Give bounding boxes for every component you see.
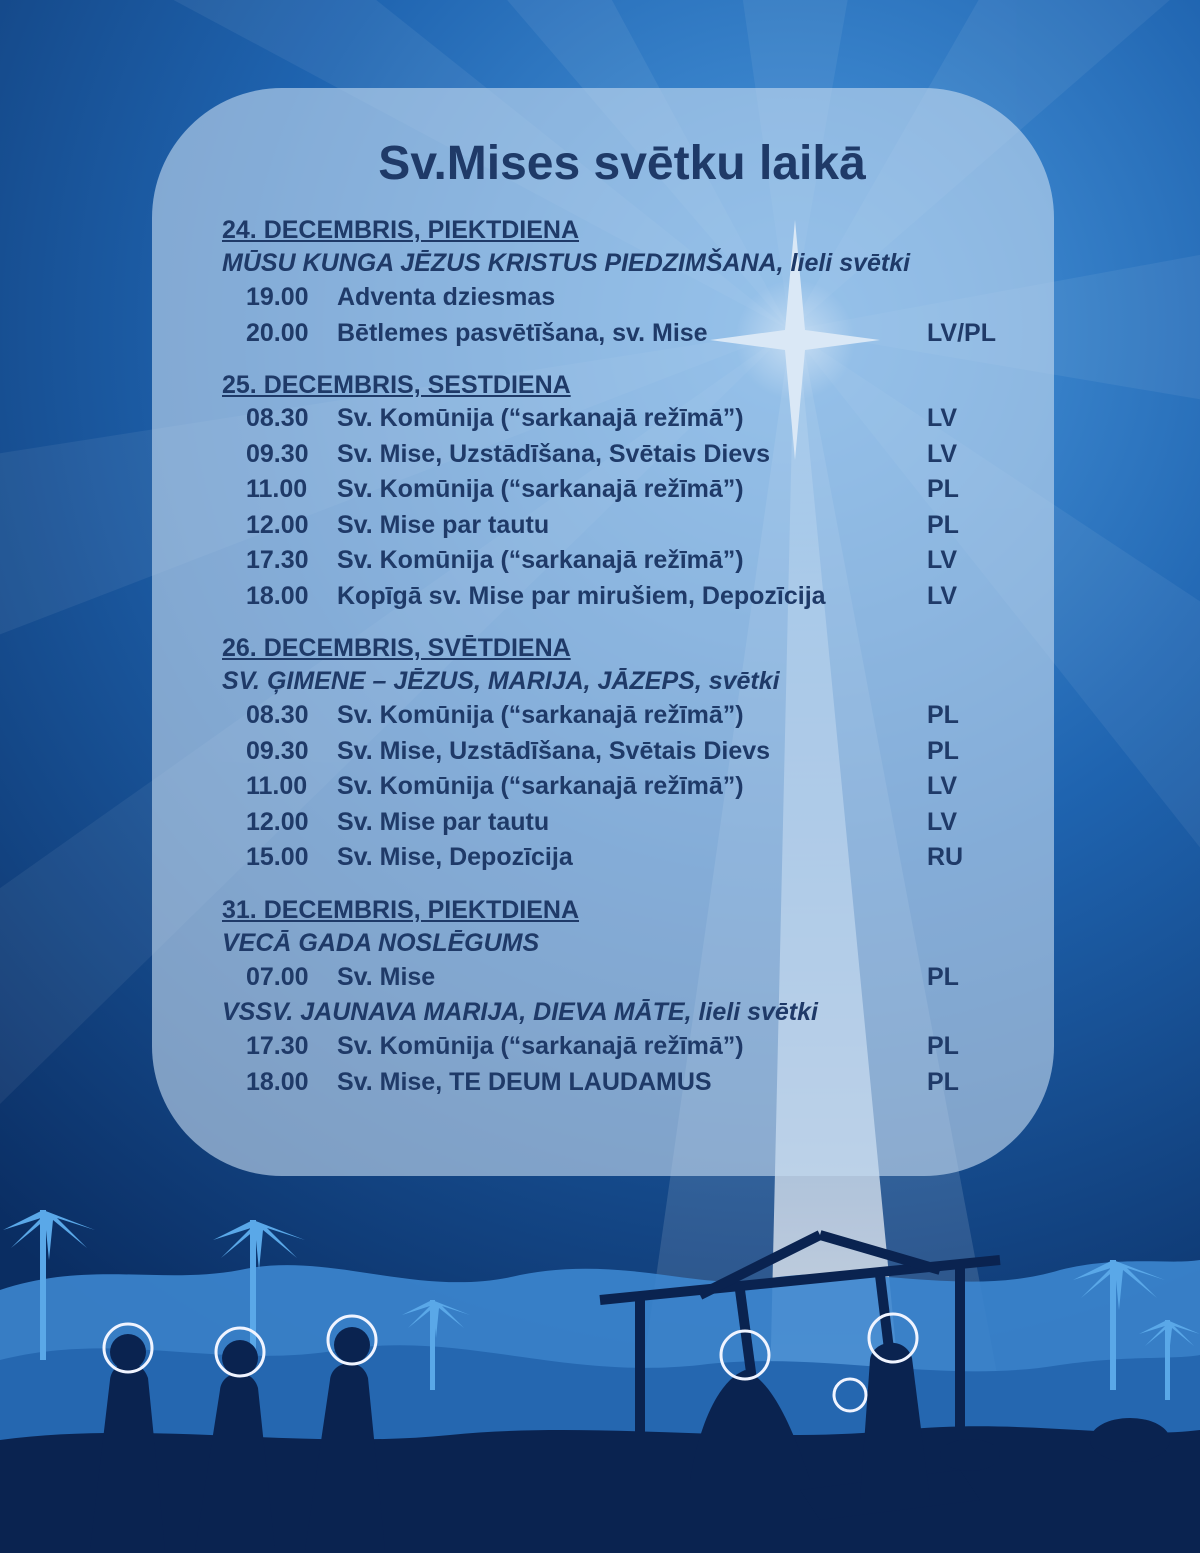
mass-row — [222, 960, 1042, 996]
mass-language: LV — [927, 546, 958, 574]
mass-row — [222, 840, 1042, 876]
day-heading: 24. DECEMBRIS, PIEKTDIENA — [222, 216, 580, 244]
mass-language: LV — [927, 772, 958, 800]
mass-row — [222, 579, 1042, 615]
mass-time: 09.30 — [246, 439, 309, 468]
mass-time: 11.00 — [246, 772, 308, 800]
mass-language: LV/PL — [927, 318, 996, 347]
mass-time: 09.30 — [246, 736, 309, 765]
mass-time: 07.00 — [246, 962, 309, 991]
mass-name: Sv. Mise par tautu — [337, 807, 550, 836]
mass-name: Sv. Komūnija (“sarkanajā režīmā”) — [337, 546, 744, 574]
mass-time: 12.00 — [246, 510, 309, 539]
mass-name: Bētlemes pasvētīšana, sv. Mise — [337, 318, 708, 347]
mass-row — [222, 472, 1042, 508]
mass-language: LV — [927, 581, 958, 610]
mass-language: PL — [927, 1032, 959, 1060]
mass-row — [222, 1029, 1042, 1065]
mass-time: 17.30 — [246, 1032, 309, 1060]
mass-language: LV — [927, 439, 958, 468]
mass-name: Sv. Komūnija (“sarkanajā režīmā”) — [337, 701, 744, 729]
mass-time: 11.00 — [246, 475, 308, 503]
mass-row — [222, 1065, 1042, 1101]
mass-time: 08.30 — [246, 404, 309, 432]
mass-language: PL — [927, 736, 959, 765]
schedule-days — [222, 214, 1042, 1100]
mass-name: Kopīgā sv. Mise par mirušiem, Depozīcija — [337, 581, 826, 610]
mass-time: 18.00 — [246, 581, 309, 610]
mass-language: PL — [927, 475, 959, 503]
mass-time: 18.00 — [246, 1067, 309, 1096]
mass-language: RU — [927, 843, 964, 871]
mass-language: PL — [927, 701, 959, 729]
mass-time: 15.00 — [246, 843, 309, 871]
mass-name: Sv. Mise par tautu — [337, 510, 550, 539]
day-heading: 26. DECEMBRIS, SVĒTDIENA — [222, 634, 571, 662]
mass-language: PL — [927, 962, 959, 991]
mass-language — [927, 280, 1017, 316]
day-section — [222, 369, 1042, 614]
page-title: Sv.Mises svētku laikā — [378, 137, 866, 190]
mass-name: Sv. Mise, Depozīcija — [337, 843, 573, 871]
mass-language: PL — [927, 1067, 959, 1096]
mass-row — [222, 316, 1042, 352]
mass-name: Sv. Komūnija (“sarkanajā režīmā”) — [337, 404, 744, 432]
mass-name: Sv. Mise, Uzstādīšana, Svētais Dievs — [337, 736, 771, 765]
mass-time: 08.30 — [246, 701, 309, 729]
day-section — [222, 632, 1042, 876]
day-section — [222, 214, 1042, 351]
mass-row — [222, 437, 1042, 473]
day-heading: 31. DECEMBRIS, PIEKTDIENA — [222, 895, 580, 924]
mass-row — [222, 280, 1042, 316]
mass-row — [222, 508, 1042, 544]
mass-name: Sv. Komūnija (“sarkanajā režīmā”) — [337, 475, 744, 503]
feast-title: VECĀ GADA NOSLĒGUMS — [222, 928, 540, 957]
mass-time: 20.00 — [246, 318, 309, 347]
feast-title: MŪSU KUNGA JĒZUS KRISTUS PIEDZIMŠANA, lieli svētki — [222, 249, 911, 277]
mass-row — [222, 769, 1042, 805]
mass-row — [222, 734, 1042, 770]
mass-language: LV — [927, 404, 958, 432]
mass-row — [222, 543, 1042, 579]
mass-name: Sv. Mise, Uzstādīšana, Svētais Dievs — [337, 439, 771, 468]
foreground-ground — [0, 1426, 1200, 1553]
schedule-content — [222, 130, 1042, 1118]
mass-time: 12.00 — [246, 807, 309, 836]
day-section — [222, 894, 1042, 1101]
mass-row — [222, 698, 1042, 734]
day-heading: 25. DECEMBRIS, SESTDIENA — [222, 371, 571, 399]
mass-name: Sv. Komūnija (“sarkanajā režīmā”) — [337, 772, 744, 800]
mass-language: LV — [927, 807, 958, 836]
mass-time: 19.00 — [246, 283, 309, 311]
mass-row — [222, 401, 1042, 437]
mass-row — [222, 805, 1042, 841]
mass-name: Sv. Mise, TE DEUM LAUDAMUS — [337, 1067, 712, 1096]
mass-language: PL — [927, 510, 959, 539]
feast-title: VSSV. JAUNAVA MARIJA, DIEVA MĀTE, lieli svētki — [222, 998, 818, 1026]
mass-name: Adventa dziesmas — [337, 283, 556, 311]
mass-name: Sv. Komūnija (“sarkanajā režīmā”) — [337, 1032, 744, 1060]
feast-title: SV. ĢIMENE – JĒZUS, MARIJA, JĀZEPS, svētki — [222, 667, 780, 695]
mass-time: 17.30 — [246, 546, 309, 574]
mass-name: Sv. Mise — [337, 962, 436, 991]
